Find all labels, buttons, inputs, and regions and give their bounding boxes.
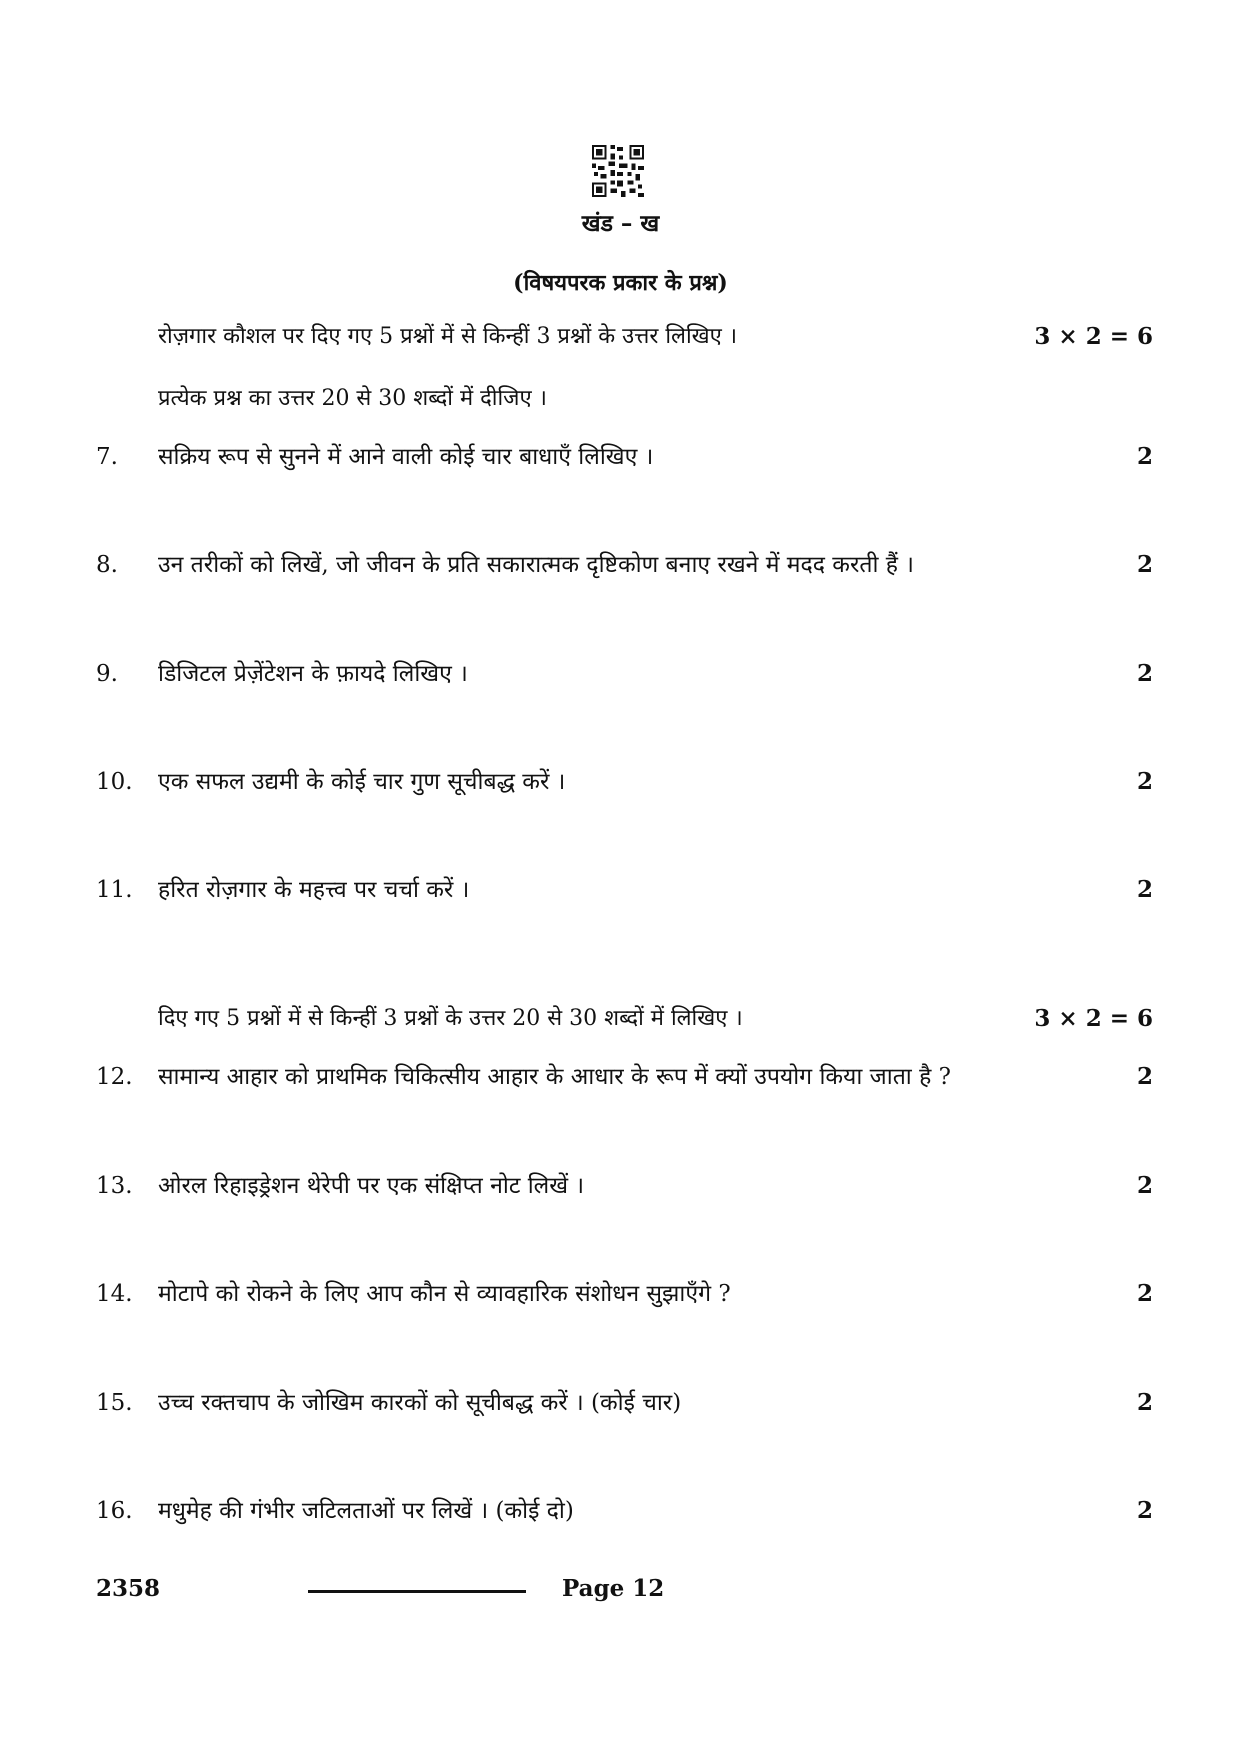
question-number: 10. [96,769,133,795]
question-number: 12. [96,1064,133,1090]
question-row [0,765,1241,799]
question-marks: 2 [1136,1172,1153,1199]
question-marks: 2 [1136,768,1153,795]
question-row [0,548,1241,582]
question-row [0,1060,1241,1094]
question-row [0,657,1241,691]
question-marks: 2 [1136,1389,1153,1416]
footer-divider [308,1590,526,1593]
question-row [0,873,1241,907]
part1-instruction2-row [0,382,1241,416]
part2-marks: 3 × 2 = 6 [1034,1005,1153,1032]
question-text: मोटापे को रोकने के लिए आप कौन से व्यावहारिक संशोधन सुझाएँगे ? [158,1281,731,1307]
question-text: उच्च रक्तचाप के जोखिम कारकों को सूचीबद्ध करें । (कोई चार) [158,1390,682,1416]
question-text: एक सफल उद्यमी के कोई चार गुण सूचीबद्ध करें । [158,769,566,795]
question-marks: 2 [1136,1063,1153,1090]
question-number: 16. [96,1498,133,1524]
question-marks: 2 [1136,551,1153,578]
question-text: सक्रिय रूप से सुनने में आने वाली कोई चार बाधाएँ लिखिए । [158,444,654,470]
question-number: 9. [96,661,118,687]
question-number: 11. [96,877,133,903]
question-text: डिजिटल प्रेज़ेंटेशन के फ़ायदे लिखिए । [158,661,468,687]
section-heading: खंड – ख [581,210,660,237]
question-text: उन तरीकों को लिखें, जो जीवन के प्रति सकारात्मक दृष्टिकोण बनाए रखने में मदद करती हैं । [158,552,914,578]
question-text: हरित रोज़गार के महत्त्व पर चर्चा करें । [158,877,470,903]
part1-instruction: रोज़गार कौशल पर दिए गए 5 प्रश्नों में से किन्हीं 3 प्रश्नों के उत्तर लिखिए । [158,324,738,349]
question-number: 14. [96,1281,133,1307]
part1-instruction-2: प्रत्येक प्रश्न का उत्तर 20 से 30 शब्दों में दीजिए । [158,386,547,411]
question-marks: 2 [1136,1280,1153,1307]
part1-marks: 3 × 2 = 6 [1034,323,1153,350]
question-row [0,440,1241,474]
section-subheading: (विषयपरक प्रकार के प्रश्न) [513,270,728,296]
question-row [0,1277,1241,1311]
question-text: मधुमेह की गंभीर जटिलताओं पर लिखें । (कोई दो) [158,1498,574,1524]
question-number: 7. [96,444,118,470]
page-number: Page 12 [562,1575,665,1602]
part2-instruction: दिए गए 5 प्रश्नों में से किन्हीं 3 प्रश्नों के उत्तर 20 से 30 शब्दों में लिखिए । [158,1006,743,1031]
paper-code: 2358 [96,1575,161,1602]
qr-code-icon [592,145,644,197]
question-row [0,1169,1241,1203]
question-text: ओरल रिहाइड्रेशन थेरेपी पर एक संक्षिप्त नोट लिखें । [158,1173,585,1199]
page-footer [0,1572,1241,1606]
question-number: 13. [96,1173,133,1199]
part1-instruction-row [0,320,1241,354]
question-marks: 2 [1136,876,1153,903]
part2-instruction-row [0,1002,1241,1036]
question-marks: 2 [1136,1497,1153,1524]
question-marks: 2 [1136,443,1153,470]
question-number: 8. [96,552,118,578]
question-number: 15. [96,1390,133,1416]
question-text: सामान्य आहार को प्राथमिक चिकित्सीय आहार के आधार के रूप में क्यों उपयोग किया जाता है ? [158,1064,951,1090]
question-row [0,1494,1241,1528]
question-marks: 2 [1136,660,1153,687]
question-row [0,1386,1241,1420]
